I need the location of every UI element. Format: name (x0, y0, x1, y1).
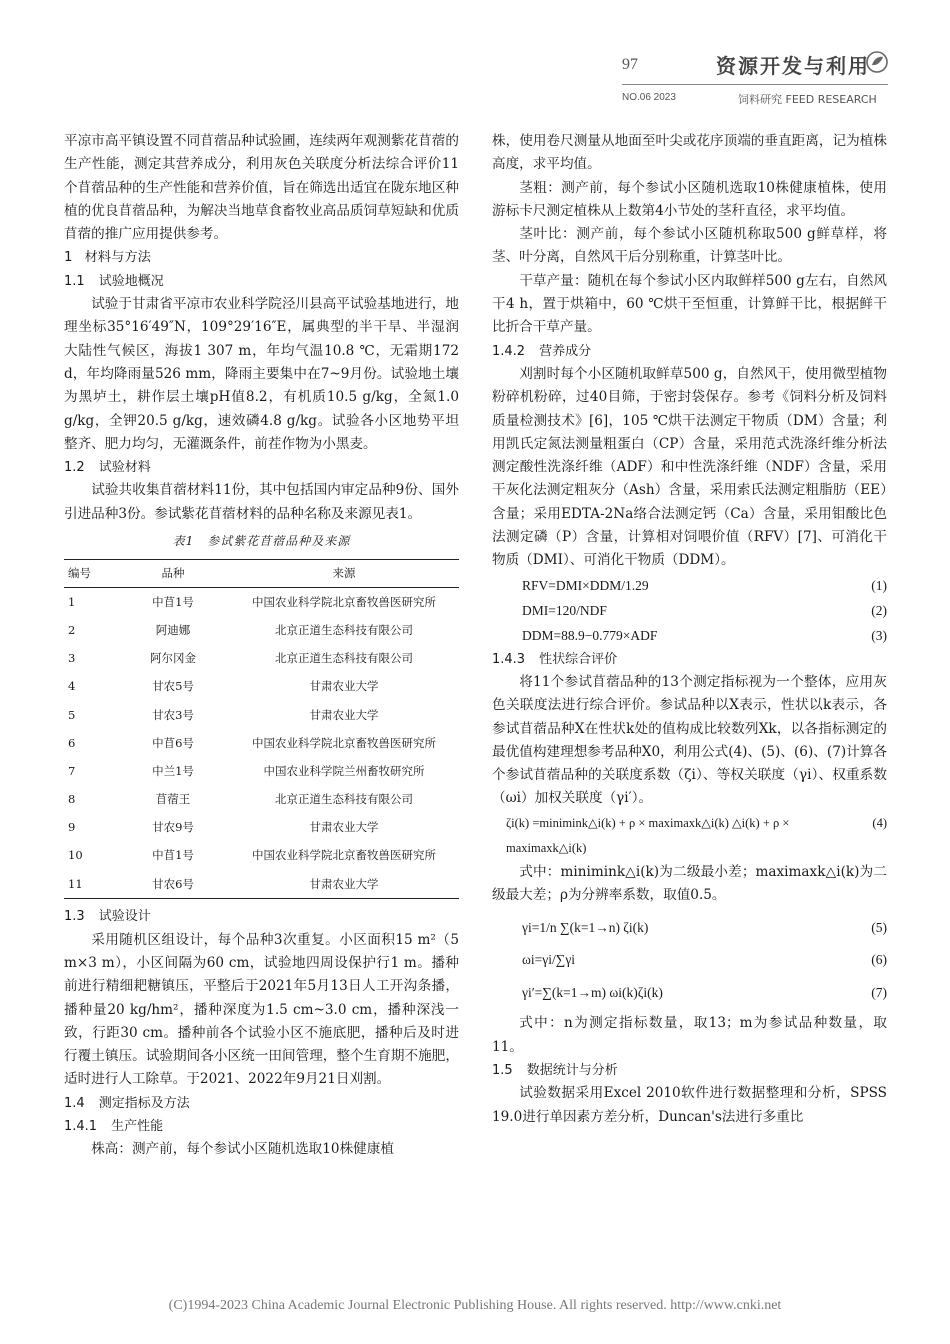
variety-source: 甘肃农业大学 (309, 679, 379, 694)
variety-name: 甘农3号 (152, 707, 194, 722)
row-number: 1 (68, 594, 76, 609)
nutrition-paragraph: 刈割时每个小区随机取鲜草500 g，自然风干，使用微型植物粉碎机粉碎，过40目筛，于密封袋保存。参考《饲料分析及饲料质量检测技术》[6]，105 ℃烘干法测定干物质（DM）含量；利用凯氏定氮法测量粗蛋白（CP）含量，采用范式洗涤纤维分析法测定酸性洗涤纤维（ADF）和中性洗涤纤维（NDF）含量，采用干灰化法测定粗灰分（Ash）含量，采用索氏法测定粗脂肪（EE）含量；采用EDTA-2Na络合法测定钙（Ca）含量，采用钼酸比色法测定磷（P）含量，计算相对饲喂价值（RFV）[7]、可消化干物质（DMI）、可消化干物质（DDM）。 (492, 365, 887, 569)
ratio-paragraph: 茎叶比：测产前，每个参试小区随机称取500 g鲜草样，将茎、叶分离，自然风干后分别称重，计算茎叶比。 (492, 226, 888, 266)
variety-table (64, 559, 459, 899)
height-paragraph: 株高：测产前，每个参试小区随机选取10株健康植 (91, 1141, 394, 1158)
table-header: 来源 (229, 560, 459, 588)
variety-name: 中兰1号 (152, 763, 194, 778)
row-number: 8 (68, 792, 76, 807)
left-column (64, 130, 459, 1162)
variety-source: 中国农业科学院北京畜牧兽医研究所 (252, 848, 436, 863)
table-row (64, 729, 459, 757)
table-header: 编号 (64, 560, 117, 588)
variety-source: 甘肃农业大学 (309, 820, 379, 835)
table-row (64, 645, 459, 673)
row-number: 2 (68, 622, 76, 637)
subsection-heading: 1.4 测定指标及方法 (64, 1095, 190, 1111)
stem-paragraph: 茎粗：测产前，每个参试小区随机选取10株健康植株，使用游标卡尺测定植株从上数第4小节处的茎秆直径，求平均值。 (492, 179, 888, 219)
page-number: 97 (622, 56, 638, 73)
variety-name: 甘农9号 (152, 820, 194, 835)
variety-source: 甘肃农业大学 (309, 707, 379, 722)
variety-name: 中苜6号 (152, 735, 194, 750)
table-row (64, 617, 459, 645)
variety-source: 甘肃农业大学 (229, 870, 459, 899)
equation-5: γi=1/n ∑(k=1→n) ζi(k) (5) (522, 919, 887, 935)
table-row (64, 870, 459, 899)
variety-name: 阿迪娜 (155, 622, 191, 637)
series-title: 饲料研究 FEED RESEARCH (738, 93, 877, 106)
variety-name: 甘农6号 (117, 870, 229, 899)
table-header: 品种 (117, 560, 229, 588)
variety-name: 中苜1号 (152, 594, 194, 609)
variety-source: 中国农业科学院兰州畜牧研究所 (263, 763, 425, 778)
row-number: 10 (68, 848, 83, 863)
row-number: 3 (68, 651, 76, 666)
variety-source: 北京正道生态科技有限公司 (275, 792, 413, 807)
table-row (64, 673, 459, 701)
leaf-logo-icon (865, 50, 889, 74)
table-row (64, 588, 459, 617)
table-row (64, 842, 459, 870)
equation-4: ζi(k) =minimink△i(k) + ρ × maximaxk△i(k) △i(k) + ρ × maximaxk△i(k) (4) (506, 815, 887, 855)
variety-source: 中国农业科学院北京畜牧兽医研究所 (252, 594, 436, 609)
row-number: 4 (68, 679, 76, 694)
grey-relation-paragraph: 将11个参试苜蓿品种的13个测定指标视为一个整体，应用灰色关联度法进行综合评价。参试品种以X表示，性状以k表示，各参试苜蓿品种X在性状k处的值构成比较数列Xk，以各指标测定的最优值构建理想参考品种X0，利用公式(4)、(5)、(6)、(7)计算各个参试苜蓿品种的关联度系数（ζi）、等权关联度（γi）、权重系数（ωi）加权关联度（γi′）。 (492, 673, 887, 807)
materials-paragraph: 试验共收集苜蓿材料11份，其中包括国内审定品种9份、国外引进品种3份。参试紫花苜蓿材料的品种名称及来源见表1。 (64, 482, 459, 522)
row-number: 6 (68, 735, 76, 750)
section-heading: 1 材料与方法 (64, 250, 151, 266)
variety-source: 北京正道生态科技有限公司 (275, 622, 413, 637)
subsubsection-heading: 1.4.1 生产性能 (64, 1119, 164, 1135)
variety-name: 阿尔冈金 (150, 651, 196, 666)
subsection-heading: 1.3 试验设计 (64, 909, 151, 925)
statistics-paragraph: 试验数据采用Excel 2010软件进行数据整理和分析，SPSS 19.0进行单因素方差分析，Duncan's法进行多重比 (492, 1085, 887, 1125)
equation-1: RFV=DMI×DDM/1.29 (1) (522, 577, 887, 593)
subsection-heading: 1.5 数据统计与分析 (492, 1062, 618, 1078)
header-rule (622, 84, 888, 85)
variety-name: 中苜1号 (152, 848, 194, 863)
copyright-footer: (C)1994-2023 China Academic Journal Electronic Publishing House. All rights reserved. http://www.cnki.net (168, 1298, 782, 1313)
variety-source: 中国农业科学院北京畜牧兽医研究所 (252, 735, 436, 750)
equation-notes: 式中：n为测定指标数量，取13；m为参试品种数量，取11。 (492, 1015, 887, 1055)
table-row (64, 786, 459, 814)
equation-4-notes: 式中：minimink△i(k)为二级最小差；maximaxk△i(k)为二级最大差；ρ为分辨率系数，取值0.5。 (492, 863, 887, 904)
equation-7: γi′=∑(k=1→m) ωi(k)ζi(k) (7) (522, 984, 887, 1000)
table-header-row (64, 560, 459, 588)
issue-number: NO.06 2023 (622, 92, 676, 103)
subsubsection-heading: 1.4.2 营养成分 (492, 343, 592, 359)
hay-paragraph: 干草产量：随机在每个参试小区内取鲜样500 g左右，自然风干4 h，置于烘箱中，60 ℃烘干至恒重，计算鲜干比，根据鲜干比折合干草产量。 (492, 272, 888, 336)
page-header (0, 0, 950, 112)
table-row (64, 757, 459, 785)
height-paragraph-cont: 株，使用卷尺测量从地面至叶尖或花序顶端的垂直距离，记为植株高度，求平均值。 (492, 133, 887, 173)
table-row (64, 701, 459, 729)
variety-name: 甘农5号 (152, 679, 194, 694)
variety-source: 北京正道生态科技有限公司 (275, 651, 413, 666)
row-number: 9 (68, 820, 76, 835)
subsection-heading: 1.2 试验材料 (64, 460, 151, 476)
equation-2: DMI=120/NDF (2) (522, 602, 887, 618)
right-column (492, 130, 887, 1129)
table-caption: 表1 参试紫花苜蓿品种及来源 (172, 534, 351, 549)
row-number: 5 (68, 707, 76, 722)
row-number: 11 (64, 870, 117, 899)
design-paragraph: 采用随机区组设计，每个品种3次重复。小区面积15 m²（5 m×3 m），小区间隔为60 cm，试验地四周设保护行1 m。播种前进行精细耙糖镇压，平整后于2021年5月13日人工开沟条播，播种量20 kg/hm²，播种深度为1.5 cm~3.0 cm，播种深浅一致，行距30 cm。播种前各个试验小区不施底肥，播种后及时进行覆土镇压。试验期间各小区统一田间管理，整个生育期不施肥，适时进行人工除草。于2021、2022年9月21日刈割。 (64, 931, 459, 1088)
subsubsection-heading: 1.4.3 性状综合评价 (492, 651, 618, 667)
subsection-heading: 1.1 试验地概况 (64, 273, 164, 289)
row-number: 7 (68, 763, 76, 778)
variety-name: 苜蓿王 (155, 792, 191, 807)
site-paragraph: 试验于甘肃省平凉市农业科学院泾川县高平试验基地进行，地理坐标35°16′49″N，109°29′16″E，属典型的半干旱、半湿润大陆性气候区，海拔1 307 m，年均气温10.8 ℃，无霜期172 d，年均降雨量526 mm，降雨主要集中在7~9月份。试验地土壤为黑垆土，耕作层土壤pH值8.2，有机质10.5 g/kg，全氮1.0 g/kg，全钾20.5 g/kg，速效磷4.8 g/kg。试验各小区地势平坦整齐、肥力均匀，无灌溉条件，前茬作物为小黑麦。 (64, 296, 459, 452)
table-row (64, 814, 459, 842)
intro-paragraph: 平凉市高平镇设置不同苜蓿品种试验圃，连续两年观测紫花苜蓿的生产性能，测定其营养成分，利用灰色关联度分析法综合评价11个苜蓿品种的生产性能和营养价值，旨在筛选出适宜在陇东地区种植的优良苜蓿品种，为解决当地草食畜牧业高品质饲草短缺和优质苜蓿的推广应用提供参考。 (64, 133, 459, 243)
journal-title: 资源开发与利用 (716, 54, 870, 78)
equation-3: DDM=88.9−0.779×ADF (3) (522, 627, 887, 643)
equation-6: ωi=γi/∑γi (6) (522, 952, 887, 968)
